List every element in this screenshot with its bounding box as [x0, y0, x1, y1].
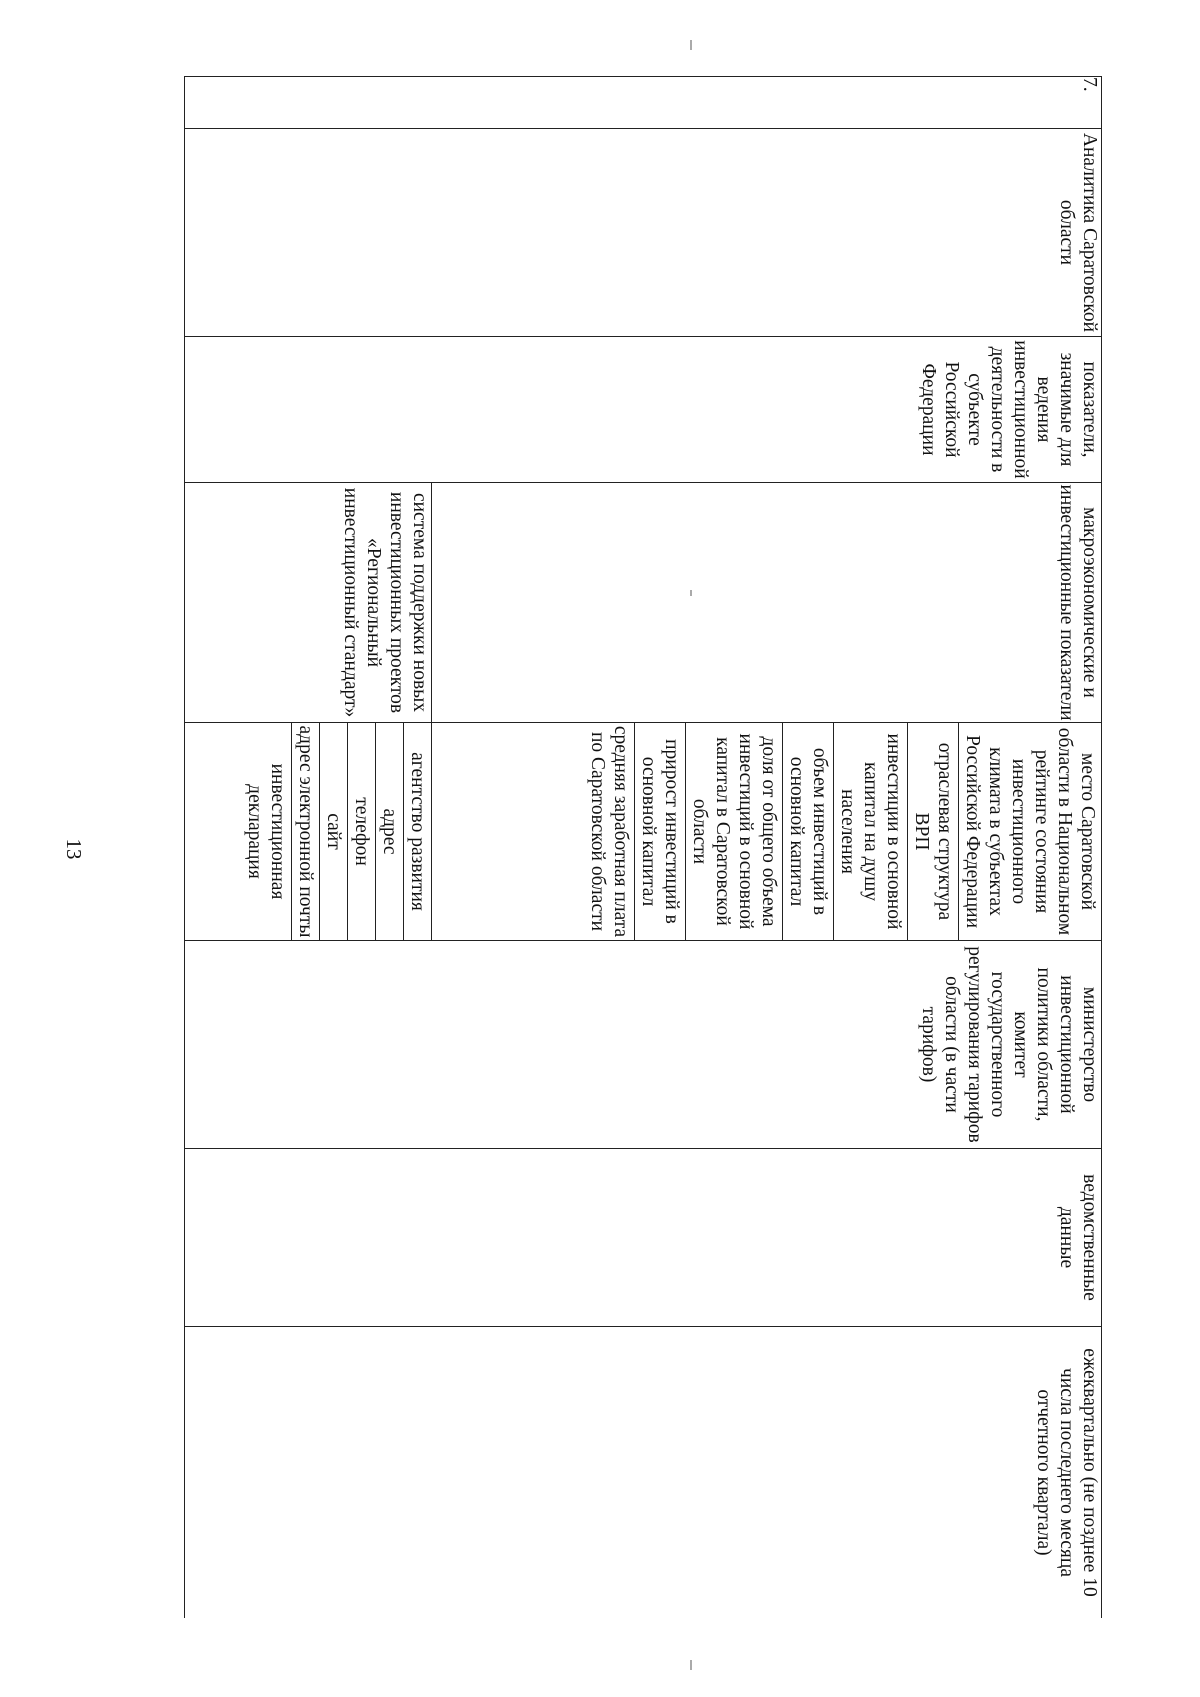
data-source: ведомственные данные [185, 1149, 1102, 1327]
scan-mark [690, 1660, 692, 1670]
table-row [432, 77, 1102, 1619]
list-item: адрес электронной почты [292, 723, 320, 940]
list-item: отраслевая структура ВРП [908, 723, 959, 940]
list-item: доля от общего объема инвестиций в основной капитал в Саратовской области [686, 723, 783, 940]
row-number: 7. [185, 77, 1102, 129]
list-item: инвестиционная декларация [241, 723, 292, 940]
group-items-cell [185, 723, 432, 941]
list-item: инвестиции в основной капитал на душу населения [834, 723, 908, 940]
list-item: место Саратовской области в Национальном рейтинге состояния инвестиционного климата в субъектах Российской Федерации [959, 723, 1102, 940]
group-label: система поддержки новых инвестиционных проектов «Региональный инвестиционный стандарт» [185, 483, 432, 723]
section-description: показатели, значимые для ведения инвестиционной деятельности в субъекте Российской Федерации [185, 337, 1102, 483]
group-items [584, 723, 1101, 940]
section-name: Аналитика Саратовской области [185, 129, 1102, 337]
list-item: телефон [348, 723, 376, 940]
list-item: средняя заработная плата по Саратовской области [584, 723, 635, 940]
scan-mark [690, 40, 692, 50]
rotated-page [184, 76, 1102, 1618]
responsible-body: министерство инвестиционной политики области, комитет государственного регулирования тарифов области (в части тарифов) [185, 941, 1102, 1149]
list-item: сайт [320, 723, 348, 940]
list-item: агентство развития [404, 723, 432, 940]
landscape-table-frame [184, 76, 1102, 1618]
update-periodicity: ежеквартально (не позднее 10 числа последнего месяца отчетного квартала) [185, 1327, 1102, 1619]
list-item: адрес [376, 723, 404, 940]
page-number: 13 [62, 838, 86, 860]
register-table [184, 76, 1102, 1618]
group-items [241, 723, 431, 940]
group-items-cell [432, 723, 1102, 941]
list-item: прирост инвестиций в основной капитал [635, 723, 686, 940]
group-label: макроэкономические и инвестиционные показатели [432, 483, 1102, 723]
list-item: объем инвестиций в основной капитал [783, 723, 834, 940]
